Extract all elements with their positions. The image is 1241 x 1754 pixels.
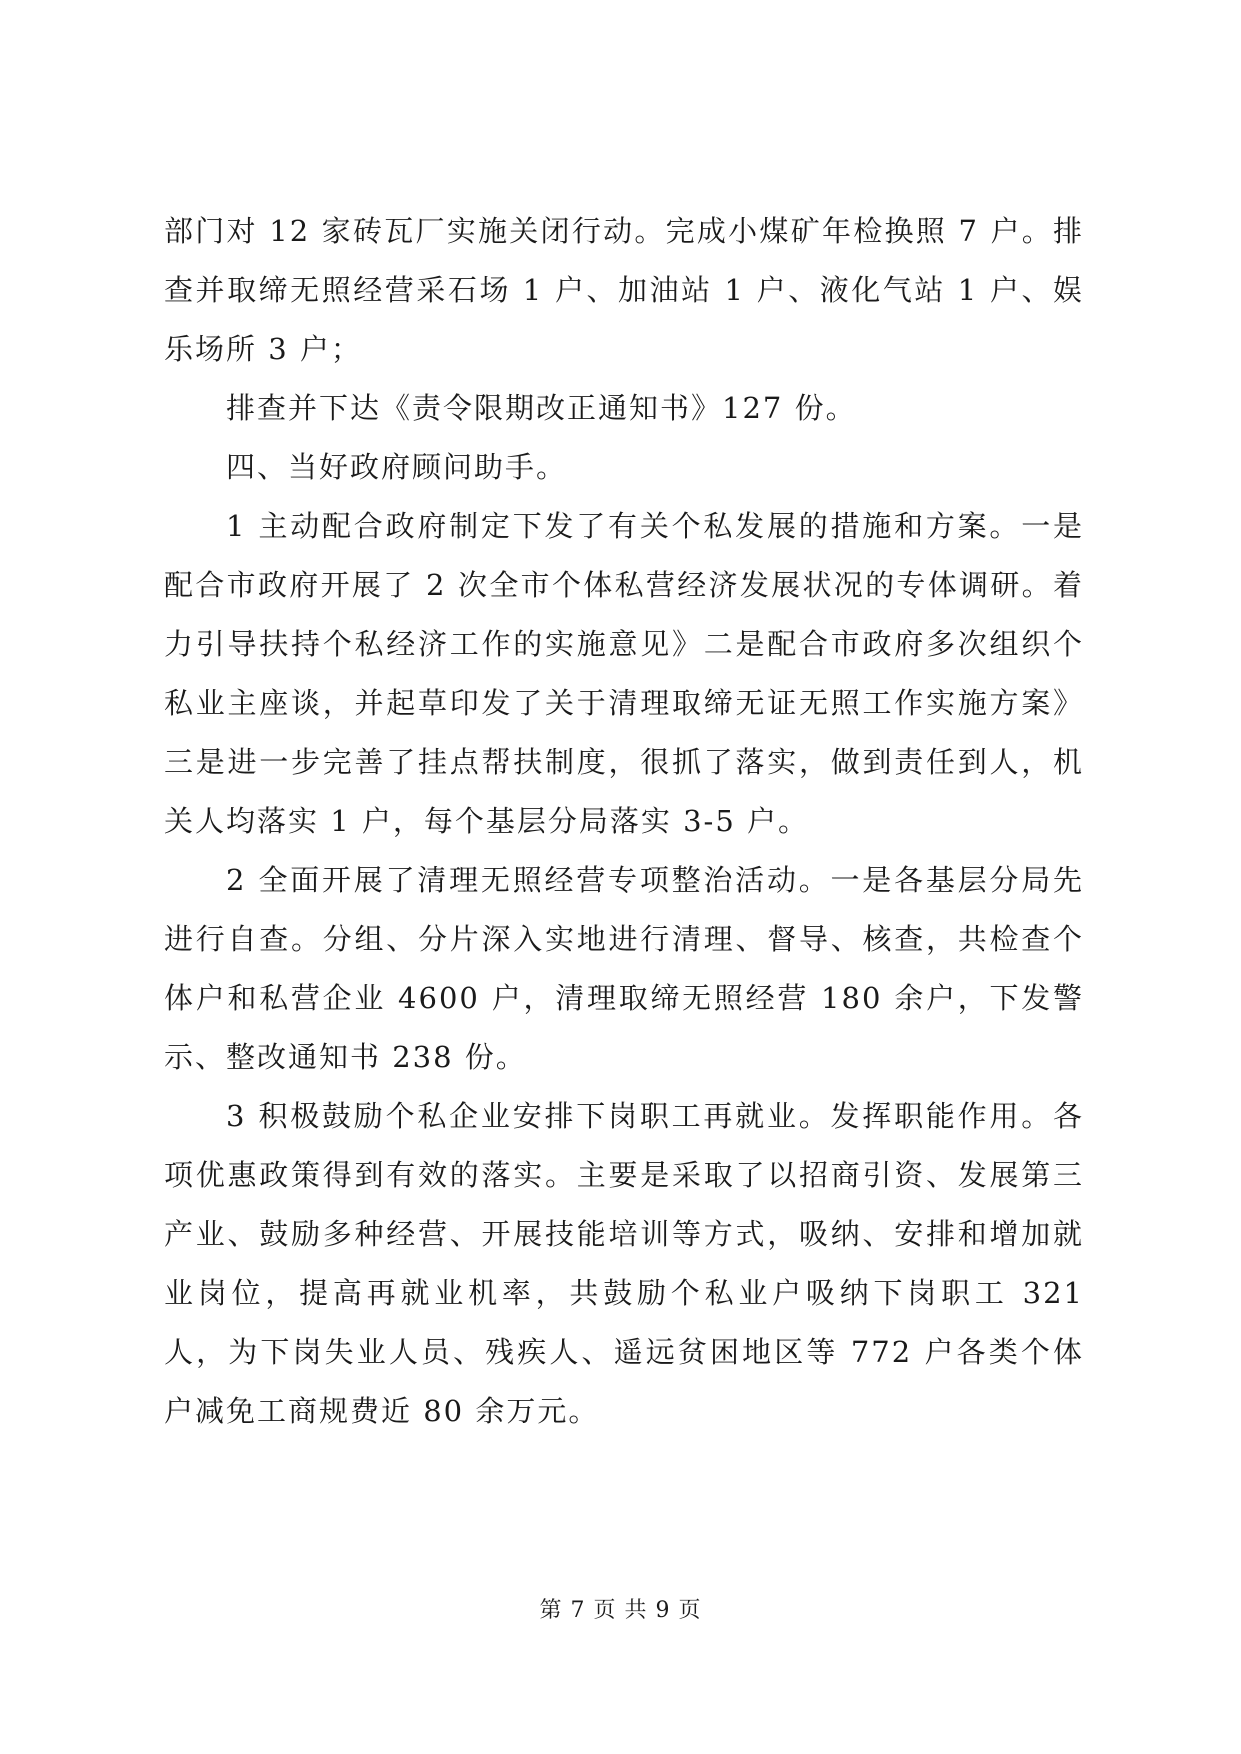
paragraph-item-2: 2 全面开展了清理无照经营专项整治活动。一是各基层分局先进行自查。分组、分片深入实地进行清理、督导、核查，共检查个体户和私营企业 4600 户，清理取缔无照经营 180 余户，下发警示、整改通知书 238 份。: [164, 863, 1084, 1074]
paragraph-2: 排查并下达《责令限期改正通知书》127 份。: [226, 391, 857, 425]
page-number-footer: 第 7 页 共 9 页: [539, 1598, 702, 1623]
paragraph-item-1: 1 主动配合政府制定下发了有关个私发展的措施和方案。一是配合市政府开展了 2 次全市个体私营经济发展状况的专体调研。着力引导扶持个私经济工作的实施意见》二是配合市政府多次组织个私业主座谈，并起草印发了关于清理取缔无证无照工作实施方案》三是进一步完善了挂点帮扶制度，很抓了落实，做到责任到人，机关人均落实 1 户，每个基层分局落实 3-5 户。: [164, 509, 1084, 838]
paragraph-1: 部门对 12 家砖瓦厂实施关闭行动。完成小煤矿年检换照 7 户。排查并取缔无照经营采石场 1 户、加油站 1 户、液化气站 1 户、娱乐场所 3 户；: [164, 214, 1084, 366]
document-body: [164, 202, 1084, 1441]
paragraph-item-3: 3 积极鼓励个私企业安排下岗职工再就业。发挥职能作用。各项优惠政策得到有效的落实。主要是采取了以招商引资、发展第三产业、鼓励多种经营、开展技能培训等方式，吸纳、安排和增加就业岗位，提高再就业机率，共鼓励个私业户吸纳下岗职工 321 人，为下岗失业人员、残疾人、遥远贫困地区等 772 户各类个体户减免工商规费近 80 余万元。: [164, 1099, 1084, 1428]
section-heading: 四、当好政府顾问助手。: [226, 450, 568, 484]
